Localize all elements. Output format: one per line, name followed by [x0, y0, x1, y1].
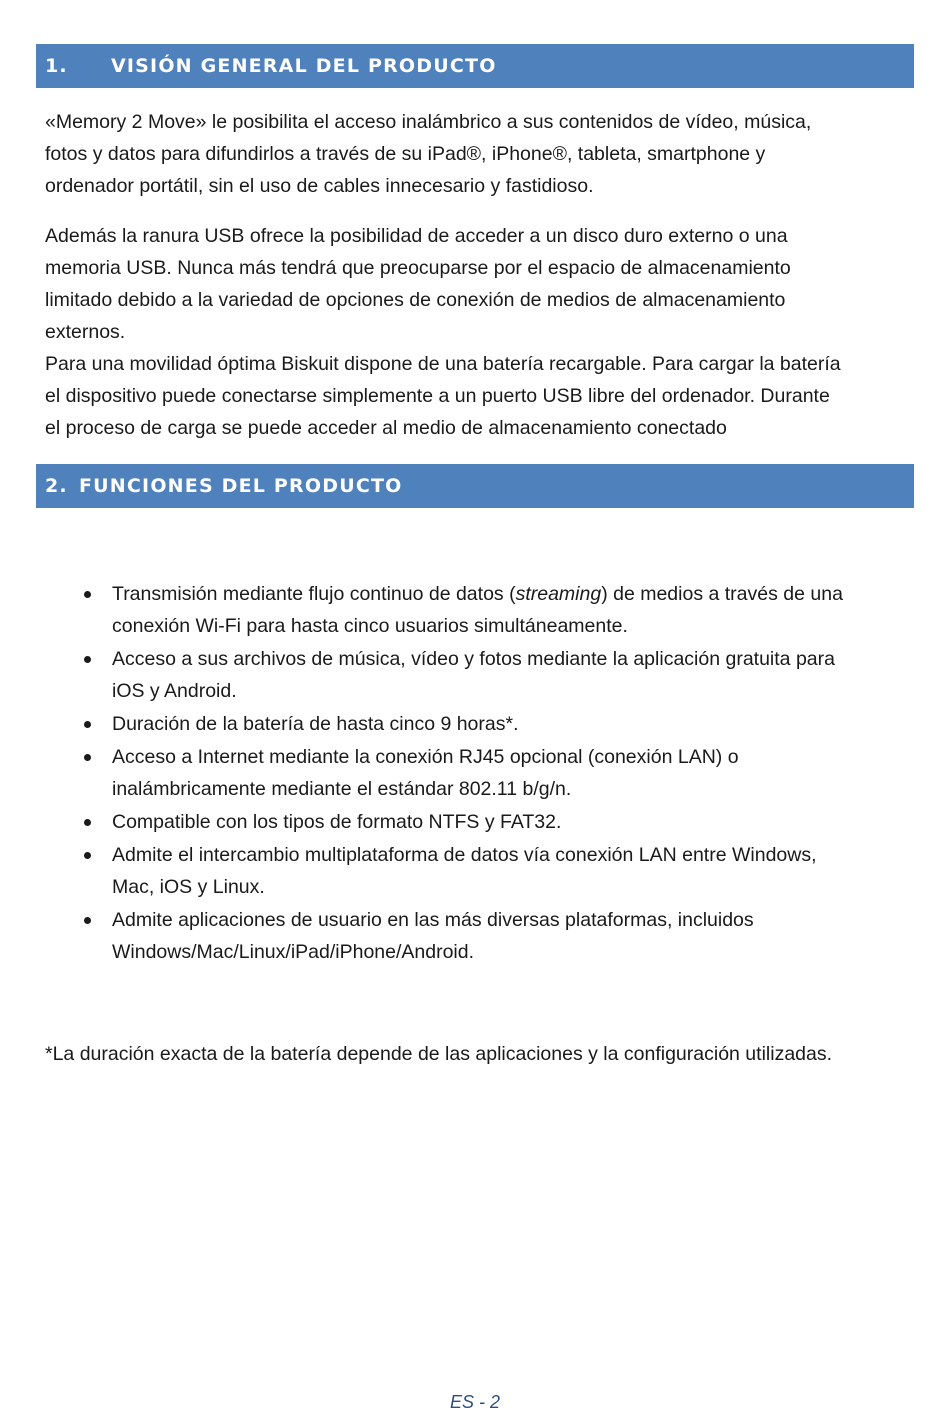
bullet-icon: [84, 656, 91, 663]
bullet-icon: [84, 819, 91, 826]
battery-footnote: *La duración exacta de la batería depende de las aplicaciones y la configuración utilizadas.: [45, 1043, 833, 1065]
text-line: Acceso a Internet mediante la conexión RJ45 opcional (conexión LAN) o: [112, 746, 739, 768]
italic-term: streaming: [515, 583, 602, 605]
text-line: Windows/Mac/Linux/iPad/iPhone/Android.: [112, 941, 475, 963]
overview-paragraph-3: [45, 348, 910, 444]
text-line: Admite aplicaciones de usuario en las más diversas plataformas, incluidos: [112, 909, 754, 931]
list-item: [0, 839, 950, 903]
text-line: externos.: [45, 321, 126, 343]
text-line: inalámbricamente mediante el estándar 802.11 b/g/n.: [112, 778, 572, 800]
feature-list: [0, 578, 950, 969]
list-item: [0, 643, 950, 707]
overview-paragraph-1: [45, 106, 910, 202]
text-line: limitado debido a la variedad de opciones de conexión de medios de almacenamiento: [45, 289, 786, 311]
bullet-icon: [84, 754, 91, 761]
section-number: 1.: [45, 55, 68, 77]
text-line: Mac, iOS y Linux.: [112, 876, 265, 898]
text-line: Acceso a sus archivos de música, vídeo y fotos mediante la aplicación gratuita para: [112, 648, 835, 670]
section-heading-overview: [36, 44, 914, 88]
section-title: VISIÓN GENERAL DEL PRODUCTO: [111, 55, 497, 77]
list-item: [0, 578, 950, 642]
section-heading-functions: [36, 464, 914, 508]
list-item: [0, 741, 950, 805]
list-item: [0, 904, 950, 968]
bullet-icon: [84, 917, 91, 924]
bullet-icon: [84, 721, 91, 728]
bullet-icon: [84, 591, 91, 598]
text-line: conexión Wi-Fi para hasta cinco usuarios simultáneamente.: [112, 615, 628, 637]
text-line: iOS y Android.: [112, 680, 237, 702]
text-line: [112, 578, 950, 610]
list-item: [0, 708, 950, 740]
text-line: fotos y datos para difundirlos a través de su iPad®, iPhone®, tableta, smartphone y: [45, 143, 766, 165]
text-line: «Memory 2 Move» le posibilita el acceso inalámbrico a sus contenidos de vídeo, música,: [45, 111, 812, 133]
text-line: Para una movilidad óptima Biskuit dispone de una batería recargable. Para cargar la batería: [45, 353, 841, 375]
text-line: memoria USB. Nunca más tendrá que preocuparse por el espacio de almacenamiento: [45, 257, 791, 279]
page-number: ES - 2: [449, 1392, 501, 1412]
text-line: Admite el intercambio multiplataforma de datos vía conexión LAN entre Windows,: [112, 844, 817, 866]
text-line: Duración de la batería de hasta cinco 9 horas*.: [112, 713, 519, 735]
text-line: Además la ranura USB ofrece la posibilidad de acceder a un disco duro externo o una: [45, 225, 788, 247]
section-number: 2.: [45, 475, 68, 497]
overview-paragraph-2: [45, 220, 910, 348]
text-line: el dispositivo puede conectarse simplemente a un puerto USB libre del ordenador. Durante: [45, 385, 830, 407]
text-fragment: ) de medios a través de una: [601, 583, 843, 605]
section-title: FUNCIONES DEL PRODUCTO: [79, 475, 403, 497]
text-line: el proceso de carga se puede acceder al medio de almacenamiento conectado: [45, 417, 727, 439]
text-line: Compatible con los tipos de formato NTFS y FAT32.: [112, 811, 562, 833]
bullet-icon: [84, 852, 91, 859]
text-fragment: Transmisión mediante flujo continuo de datos (: [112, 583, 516, 605]
list-item: [0, 806, 950, 838]
text-line: ordenador portátil, sin el uso de cables innecesario y fastidioso.: [45, 175, 594, 197]
